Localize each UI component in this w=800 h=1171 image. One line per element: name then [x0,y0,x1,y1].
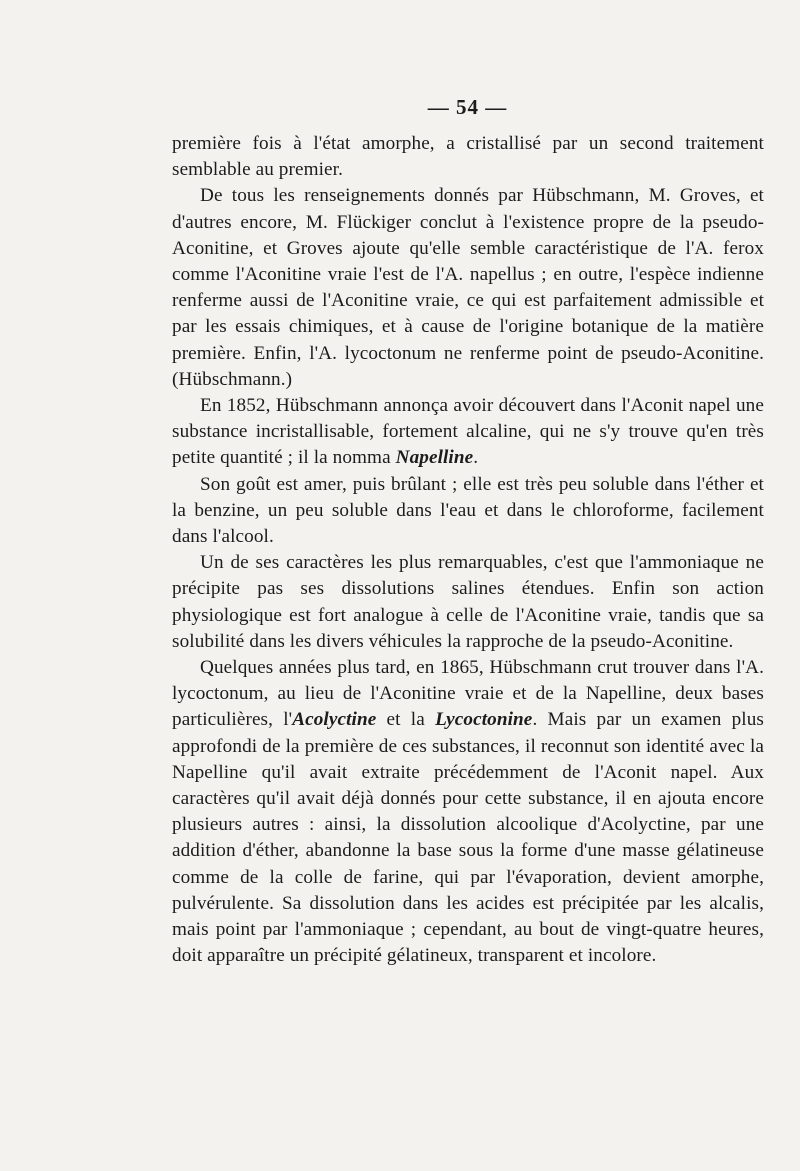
paragraph-acolyctine [172,655,764,969]
paragraph-text: En 1852, Hübschmann annonça avoir découvert dans l'Aconit napel une substance incristallisable, fortement alcaline, qui ne s'y trouve qu'en très petite quantité ; il la nomma [172,395,764,469]
term-lycoctonine: Lycoctonine [435,709,533,731]
paragraph-continuation: première fois à l'état amorphe, a cristallisé par un second traitement semblable au premier. [172,133,764,181]
paragraph-text: et la [376,709,436,731]
paragraph-taste-solubility: Son goût est amer, puis brûlant ; elle est très peu soluble dans l'éther et la benzine, un peu soluble dans l'eau et dans le chloroforme, facilement dans l'alcool. [172,473,764,548]
paragraph-text: . Mais par un examen plus approfondi de la première de ces substances, il reconnut son identité avec la Napelline qu'il avait extraite précédemment de l'Aconit napel. Aux caractères qu'il avait déjà donnés pour cette substance, il en ajouta encore plusieurs autres : ainsi, la dissolution alcoolique d'Acolyctine, par une addition d'éther, abandonne la base sous la forme d'une masse gélatineuse comme de la colle de farine, qui par l'évaporation, devient amorphe, pulvérulente. Sa dissolution dans les acides est précipitée par les alcalis, mais point par l'ammoniaque ; cependant, au bout de vingt-quatre heures, doit apparaître un précipité gélatineux, transparent et incolore. [172,709,764,967]
page-number: — 54 — [427,95,508,119]
paragraph-text: Quelques années plus tard, en 1865, Hübschmann crut trouver dans l'A. lycoctonum, au lieu de l'Aconitine vraie et de la Napelline, deux bases particulières, l' [172,657,764,731]
paragraph-pseudo-aconitine: De tous les renseignements donnés par Hübschmann, M. Groves, et d'autres encore, M. Flückiger conclut à l'existence propre de la pseudo-Aconitine, et Groves ajoute qu'elle semble caractéristique de l'A. ferox comme l'Aconitine vraie l'est de l'A. napellus ; en outre, l'espèce indienne renferme aussi de l'Aconitine vraie, ce qui est parfaitement admissible et par les essais chimiques, et à cause de l'origine botanique de la matière première. Enfin, l'A. lycoctonum ne renferme point de pseudo-Aconitine. (Hübschmann.) [172,185,764,390]
paragraph-napelline-discovery [172,393,764,472]
page-body [172,131,764,970]
term-napelline: Napelline [395,447,474,469]
paragraph-text: . [473,447,479,469]
term-acolyctine: Acolyctine [292,709,377,731]
paragraph-characteristics: Un de ses caractères les plus remarquables, c'est que l'ammoniaque ne précipite pas ses dissolutions salines étendues. Enfin son action physiologique est fort analogue à celle de l'Aconitine vraie, tandis que sa solubilité dans les divers véhicules la rapproche de la pseudo-Aconitine. [172,552,764,652]
